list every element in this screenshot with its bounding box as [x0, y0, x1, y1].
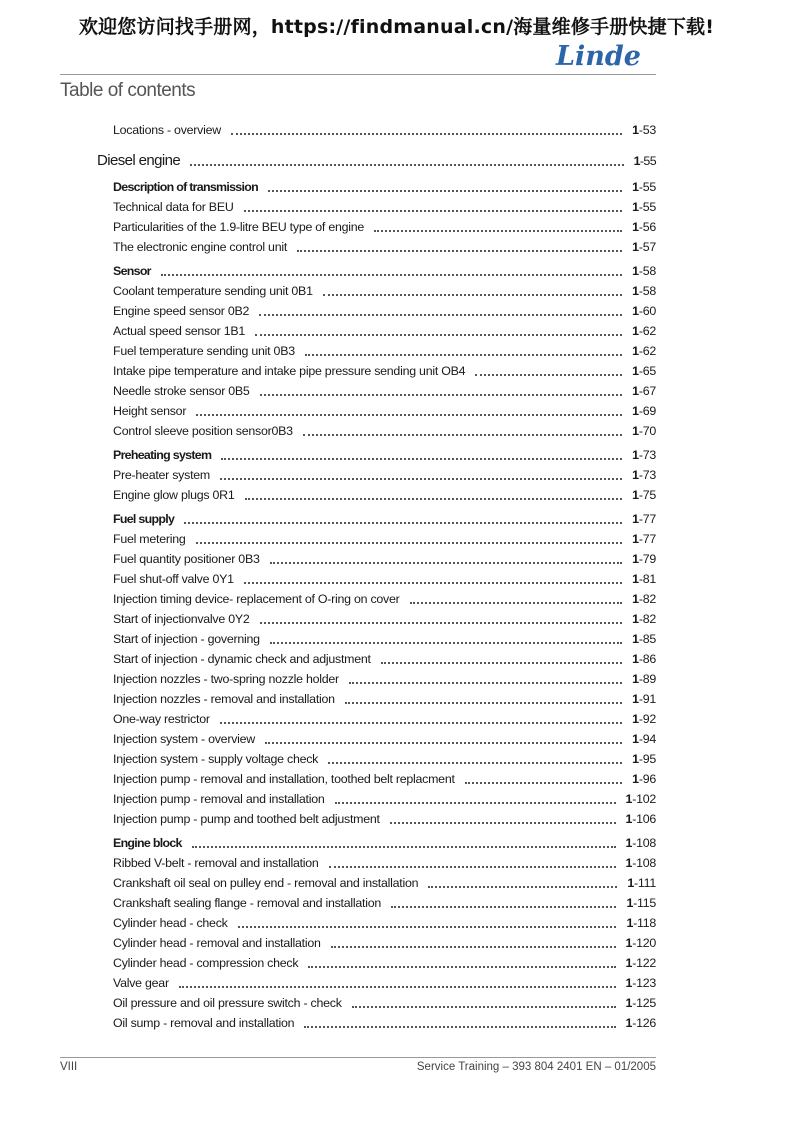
toc-entry[interactable]: Control sleeve position sensor0B3 1-70 [113, 424, 656, 438]
header-rule [60, 74, 656, 75]
toc-entry[interactable]: Injection timing device- replacement of O-ring on cover 1-82 [113, 592, 656, 606]
toc-entry[interactable]: Particularities of the 1.9-litre BEU type of engine 1-56 [113, 220, 656, 234]
toc-entry[interactable]: Fuel temperature sending unit 0B3 1-62 [113, 344, 656, 358]
download-banner: 欢迎您访问找手册网，https://findmanual.cn/海量维修手册快捷下载! [78, 16, 715, 38]
toc-entry[interactable]: Injection pump - removal and installation, toothed belt replacment 1-96 [113, 772, 656, 786]
toc-entry[interactable]: Needle stroke sensor 0B5 1-67 [113, 384, 656, 398]
toc-section-heading[interactable]: Sensor 1-58 [113, 264, 656, 278]
toc-entry[interactable]: Technical data for BEU 1-55 [113, 200, 656, 214]
toc-entry[interactable]: Actual speed sensor 1B1 1-62 [113, 324, 656, 338]
toc-entry[interactable]: Intake pipe temperature and intake pipe pressure sending unit OB4 1-65 [113, 364, 656, 378]
toc-entry[interactable]: Injection nozzles - two-spring nozzle holder 1-89 [113, 672, 656, 686]
toc-entry[interactable]: Ribbed V-belt - removal and installation 1-108 [113, 856, 656, 870]
page-title: Table of contents [60, 80, 196, 101]
footer-rule [60, 1057, 656, 1058]
toc-entry[interactable]: Crankshaft sealing flange - removal and installation 1-115 [113, 896, 656, 910]
toc-entry[interactable]: Start of injectionvalve 0Y2 1-82 [113, 612, 656, 626]
toc-entry[interactable]: Fuel metering 1-77 [113, 532, 656, 546]
toc-entry[interactable]: One-way restrictor 1-92 [113, 712, 656, 726]
toc-entry[interactable]: Fuel shut-off valve 0Y1 1-81 [113, 572, 656, 586]
toc-entry[interactable]: Start of injection - dynamic check and adjustment 1-86 [113, 652, 656, 666]
toc-entry[interactable]: Cylinder head - compression check 1-122 [113, 956, 656, 970]
toc-entry[interactable]: Cylinder head - check 1-118 [113, 916, 656, 930]
toc-entry[interactable]: Valve gear 1-123 [113, 976, 656, 990]
page-number: VIII [60, 1061, 78, 1073]
toc-section-heading[interactable]: Engine block 1-108 [113, 836, 656, 850]
toc-entry[interactable]: Pre-heater system 1-73 [113, 468, 656, 482]
toc-section-heading[interactable]: Description of transmission 1-55 [113, 180, 656, 194]
toc-entry[interactable]: Fuel quantity positioner 0B3 1-79 [113, 552, 656, 566]
toc-entry[interactable]: Locations - overview 1-53 [113, 123, 656, 137]
linde-logo [556, 41, 658, 72]
toc-entry[interactable]: Engine glow plugs 0R1 1-75 [113, 488, 656, 502]
toc-entry[interactable]: Oil pressure and oil pressure switch - check 1-125 [113, 996, 656, 1010]
toc-entry[interactable]: Oil sump - removal and installation 1-126 [113, 1016, 656, 1030]
toc-entry[interactable]: Injection pump - removal and installation 1-102 [113, 792, 656, 806]
toc-chapter-heading[interactable]: Diesel engine 1-55 [97, 152, 656, 169]
toc-entry[interactable]: The electronic engine control unit 1-57 [113, 240, 656, 254]
toc-entry[interactable]: Engine speed sensor 0B2 1-60 [113, 304, 656, 318]
toc-entry[interactable]: Injection nozzles - removal and installation 1-91 [113, 692, 656, 706]
logo-wordmark: Linde [556, 41, 641, 72]
toc-entry[interactable]: Injection system - overview 1-94 [113, 732, 656, 746]
toc-section-heading[interactable]: Preheating system 1-73 [113, 448, 656, 462]
toc-entry[interactable]: Cylinder head - removal and installation 1-120 [113, 936, 656, 950]
toc-entry[interactable]: Coolant temperature sending unit 0B1 1-58 [113, 284, 656, 298]
document-info: Service Training – 393 804 2401 EN – 01/2005 [416, 1061, 656, 1073]
toc-entry[interactable]: Injection system - supply voltage check 1-95 [113, 752, 656, 766]
toc-entry[interactable]: Start of injection - governing 1-85 [113, 632, 656, 646]
toc-entry[interactable]: Injection pump - pump and toothed belt adjustment 1-106 [113, 812, 656, 826]
toc-entry[interactable]: Height sensor 1-69 [113, 404, 656, 418]
toc-entry[interactable]: Crankshaft oil seal on pulley end - removal and installation 1-111 [113, 876, 656, 890]
toc-section-heading[interactable]: Fuel supply 1-77 [113, 512, 656, 526]
